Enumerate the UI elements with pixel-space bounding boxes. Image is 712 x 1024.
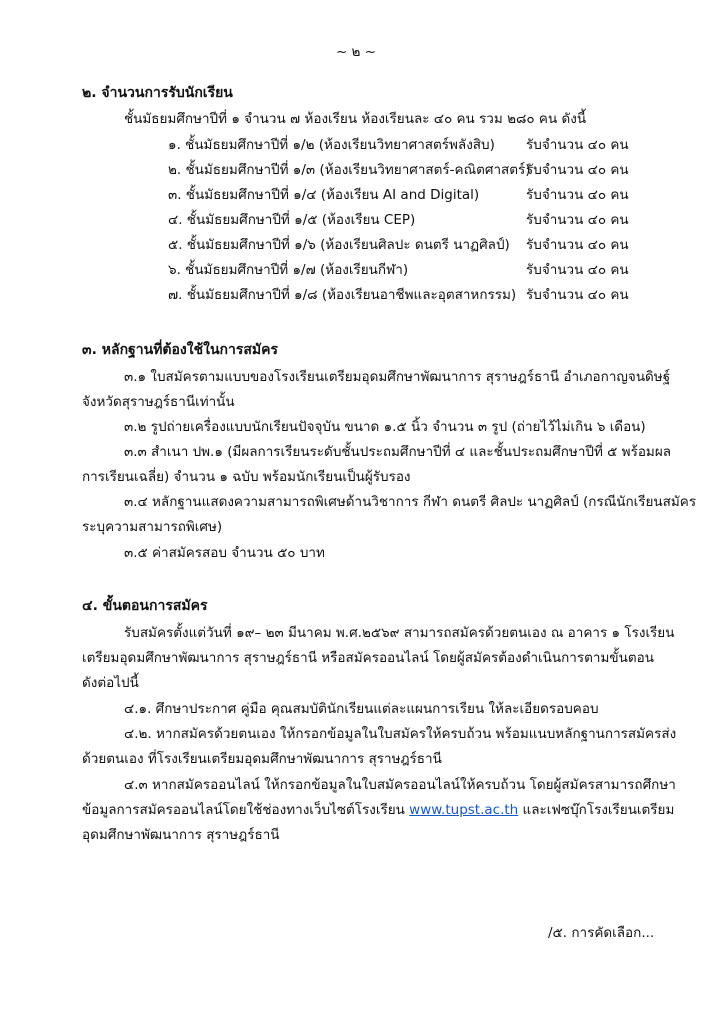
- next-page-marker: /๕. การคัดเลือก...: [548, 925, 655, 941]
- quota-text: รับจำนวน ๔๐ คน: [526, 237, 629, 253]
- procedure-paragraph-line: เตรียมอุดมศึกษาพัฒนาการ สุราษฎร์ธานี หรือสมัครออนไลน์ โดยผู้สมัครต้องดำเนินการตามขั้นตอน: [82, 650, 654, 666]
- quota-text: รับจำนวน ๔๐ คน: [526, 187, 629, 203]
- procedure-step-2: ๔.๒. หากสมัครด้วยตนเอง ให้กรอกข้อมูลในใบสมัครให้ครบถ้วน พร้อมแนบหลักฐานการสมัครส่ง: [124, 726, 677, 742]
- procedure-step-3-text: ข้อมูลการสมัครออนไลน์โดยใช้ช่องทางเว็บไซต์โรงเรียน: [82, 802, 410, 818]
- requirement-item: ๓.๔ หลักฐานแสดงความสามารถพิเศษด้านวิชาการ กีฬา ดนตรี ศิลปะ นาฏศิลป์ (กรณีนักเรียนสมัคร: [124, 494, 697, 510]
- requirement-item-cont: การเรียนเฉลี่ย) จำนวน ๑ ฉบับ พร้อมนักเรียนเป็นผู้รับรอง: [82, 469, 411, 485]
- list-item: ๖. ชั้นมัธยมศึกษาปีที่ ๑/๗ (ห้องเรียนกีฬา): [168, 262, 409, 278]
- requirement-item: ๓.๕ ค่าสมัครสอบ จำนวน ๕๐ บาท: [124, 545, 325, 561]
- list-item: ๕. ชั้นมัธยมศึกษาปีที่ ๑/๖ (ห้องเรียนศิลปะ ดนตรี นาฏศิลป์): [168, 237, 510, 253]
- list-item: ๗. ชั้นมัธยมศึกษาปีที่ ๑/๘ (ห้องเรียนอาชีพและอุตสาหกรรม): [168, 287, 517, 303]
- procedure-step-2-cont: ด้วยตนเอง ที่โรงเรียนเตรียมอุดมศึกษาพัฒนาการ สุราษฎร์ธานี: [82, 751, 442, 767]
- section2-heading: ๒. จำนวนการรับนักเรียน: [82, 85, 233, 101]
- requirement-item-cont: ระบุความสามารถพิเศษ): [82, 519, 223, 535]
- quota-text: รับจำนวน ๔๐ คน: [526, 162, 629, 178]
- procedure-paragraph-line: ดังต่อไปนี้: [82, 675, 139, 691]
- list-item: ๑. ชั้นมัธยมศึกษาปีที่ ๑/๒ (ห้องเรียนวิทยาศาสตร์พลังสิบ): [168, 137, 495, 153]
- requirement-item: ๓.๓ สำเนา ปพ.๑ (มีผลการเรียนระดับชั้นประถมศึกษาปีที่ ๔ และชั้นประถมศึกษาปีที่ ๕ พร้อมผล: [124, 444, 672, 460]
- list-item: ๓. ชั้นมัธยมศึกษาปีที่ ๑/๔ (ห้องเรียน AI and Digital): [168, 187, 480, 203]
- school-website-link[interactable]: www.tupst.ac.th: [409, 802, 519, 818]
- procedure-paragraph-line: รับสมัครตั้งแต่วันที่ ๑๙– ๒๓ มีนาคม พ.ศ.๒๕๖๙ สามารถสมัครด้วยตนเอง ณ อาคาร ๑ โรงเรียน: [124, 625, 675, 641]
- section3-heading: ๓. หลักฐานที่ต้องใช้ในการสมัคร: [82, 342, 279, 358]
- section4-heading: ๔. ขั้นตอนการสมัคร: [82, 598, 208, 614]
- procedure-step-3-text: และเฟซบุ๊กโรงเรียนเตรียม: [518, 802, 675, 818]
- requirement-item: ๓.๑ ใบสมัครตามแบบของโรงเรียนเตรียมอุดมศึกษาพัฒนาการ สุราษฎร์ธานี อำเภอกาญจนดิษฐ์: [124, 369, 671, 385]
- procedure-step-3-cont: [82, 798, 674, 820]
- quota-text: รับจำนวน ๔๐ คน: [526, 262, 629, 278]
- list-item: ๒. ชั้นมัธยมศึกษาปีที่ ๑/๓ (ห้องเรียนวิทยาศาสตร์-คณิตศาสตร์): [168, 162, 531, 178]
- list-item: ๔. ชั้นมัธยมศึกษาปีที่ ๑/๕ (ห้องเรียน CEP): [168, 212, 416, 228]
- quota-text: รับจำนวน ๔๐ คน: [526, 287, 629, 303]
- section2-intro: ชั้นมัธยมศึกษาปีที่ ๑ จำนวน ๗ ห้องเรียน ห้องเรียนละ ๔๐ คน รวม ๒๘๐ คน ดังนี้: [124, 111, 587, 127]
- requirement-item-cont: จังหวัดสุราษฎร์ธานีเท่านั้น: [82, 394, 235, 410]
- page-number: ~ ๒ ~: [335, 44, 377, 60]
- procedure-step-1: ๔.๑. ศึกษาประกาศ คู่มือ คุณสมบัตินักเรียนแต่ละแผนการเรียน ให้ละเอียดรอบคอบ: [124, 701, 599, 717]
- procedure-step-3: ๔.๓ หากสมัครออนไลน์ ให้กรอกข้อมูลในใบสมัครออนไลน์ให้ครบถ้วน โดยผู้สมัครสามารถศึกษา: [124, 777, 676, 793]
- quota-text: รับจำนวน ๔๐ คน: [526, 137, 629, 153]
- requirement-item: ๓.๒ รูปถ่ายเครื่องแบบนักเรียนปัจจุบัน ขนาด ๑.๕ นิ้ว จำนวน ๓ รูป (ถ่ายไว้ไม่เกิน ๖ เดือน): [124, 419, 646, 435]
- quota-text: รับจำนวน ๔๐ คน: [526, 212, 629, 228]
- procedure-step-3-cont: อุดมศึกษาพัฒนาการ สุราษฎร์ธานี: [82, 827, 280, 843]
